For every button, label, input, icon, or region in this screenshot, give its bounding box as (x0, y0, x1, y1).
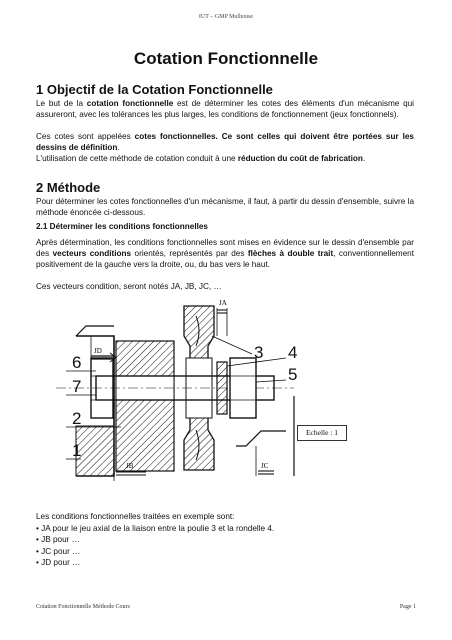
section-1-heading: 1 Objectif de la Cotation Fonctionnelle (36, 82, 273, 97)
label-5: 5 (288, 365, 298, 384)
label-7: 7 (72, 377, 82, 396)
plate-part-2 (116, 341, 174, 471)
section-2-paragraph-2: Après détermination, les conditions fonctionnelles sont mises en évidence sur le dessin d'ensemble par des vecteurs conditions orientés, représentés par des flèches à double trait, conventionnellement positivement de la gauche vers la droite, ou, du bas vers le haut. (36, 238, 414, 269)
label-4: 4 (288, 343, 298, 362)
condition-vector-jc (256, 446, 274, 476)
assembly-drawing (36, 296, 414, 492)
section-2-1-heading: 2.1 Déterminer les conditions fonctionnelles (36, 222, 208, 231)
section-2-paragraph-3: Ces vecteurs condition, seront notés JA, JB, JC, … (36, 282, 222, 291)
section-1-paragraph-2: Ces cotes sont appelées cotes fonctionnelles. Ce sont celles qui doivent être portées sur les dessins de définition. (36, 132, 414, 152)
list-item: • JA pour le jeu axial de la liaison entre la poulie 3 et la rondelle 4. (36, 523, 275, 533)
conditions-list (36, 511, 414, 569)
nut-part-5 (230, 358, 256, 418)
svg-text:JD: JD (94, 347, 102, 355)
list-item: • JD pour … (36, 558, 81, 567)
section-1-paragraph-1: Le but de la cotation fonctionnelle est de déterminer les cotes des éléments d'un mécanisme qui assureront, avec les tolérances les plus larges, les conditions de fonctionnement (jeux fonctionnels). (36, 99, 414, 119)
list-item: • JC pour … (36, 546, 81, 556)
footer-page-number: Page 1 (399, 604, 416, 610)
list-intro: Les conditions fonctionnelles traitées en exemple sont: (36, 512, 235, 521)
page-title: Cotation Fonctionnelle (133, 49, 319, 68)
label-6: 6 (72, 353, 82, 372)
svg-text:JA: JA (219, 299, 227, 307)
footer-left: Cotation Fonctionnelle Méthode Cours (36, 604, 130, 610)
label-1: 1 (72, 441, 82, 460)
svg-text:JB: JB (126, 462, 134, 470)
svg-text:JC: JC (261, 462, 269, 470)
condition-vector-ja (217, 299, 227, 336)
section-2-heading: 2 Méthode (36, 180, 101, 195)
washer-part-4 (217, 362, 227, 414)
label-3: 3 (254, 343, 264, 362)
list-item: • JB pour … (36, 535, 80, 544)
section-2-paragraph-1: Pour déterminer les cotes fonctionnelles d'un mécanisme, il faut, à partir du dessin d'ensemble, suivre la méthode énoncée ci-dessous. (36, 197, 414, 217)
page-header: IUT – GMP Mulhouse (198, 14, 254, 20)
label-2: 2 (72, 409, 82, 428)
section-1-paragraph-3: L'utilisation de cette méthode de cotation conduit à une réduction du coût de fabrication. (36, 154, 366, 163)
scale-box: Echelle : 1 (297, 425, 347, 441)
